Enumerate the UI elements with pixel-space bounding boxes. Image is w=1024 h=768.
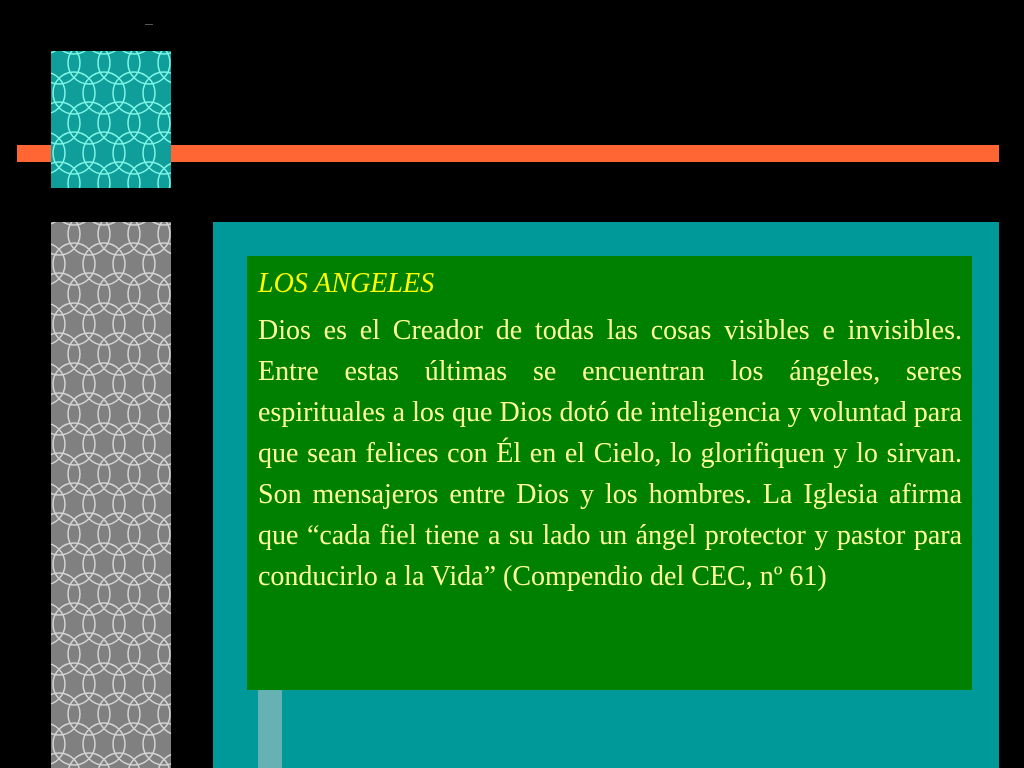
pattern-circle (143, 363, 171, 405)
pattern-circle (51, 753, 80, 768)
pattern-circle (51, 693, 80, 735)
pattern-circle (68, 162, 110, 188)
pattern-circle (128, 162, 170, 188)
pattern-circle (143, 603, 171, 645)
pattern-circle (158, 393, 171, 435)
pattern-circle (143, 483, 171, 525)
pattern-circle (143, 723, 171, 765)
pattern-circle (158, 273, 171, 315)
pattern-circle (83, 222, 125, 225)
pattern-circle (51, 513, 80, 555)
pattern-circle (51, 273, 80, 315)
pattern-circle (51, 333, 80, 375)
pattern-circle (51, 573, 80, 615)
pattern-circle (51, 633, 80, 675)
slide-title: LOS ANGELES (258, 268, 435, 299)
text-box (247, 256, 972, 690)
pattern-circle (143, 423, 171, 465)
pattern-circle (143, 663, 171, 705)
pattern-circle (158, 513, 171, 555)
pattern-circle (98, 162, 140, 188)
pattern-circle (53, 222, 95, 225)
pattern-circle (51, 393, 80, 435)
pattern-circle (51, 453, 80, 495)
pattern-circle (143, 543, 171, 585)
panel-strip (258, 690, 282, 768)
pattern-circle (158, 453, 171, 495)
pattern-circle (51, 102, 80, 144)
pattern-circle (53, 51, 95, 54)
pattern-circle (158, 573, 171, 615)
pattern-circle (83, 51, 125, 54)
pattern-circle (113, 51, 155, 54)
accent-bar (17, 145, 999, 162)
pattern-circle (158, 333, 171, 375)
pattern-circle (143, 303, 171, 345)
slide-body: Dios es el Creador de todas las cosas visibles e invisibles. Entre estas últimas se encuentran los ángeles, seres espirituales a los que Dios dotó de inteligencia y voluntad para que sean felices con Él en el Cielo, lo glorifiquen y lo sirvan. Son mensajeros entre Dios y los hombres. La Iglesia afirma que “cada fiel tiene a su lado un ángel protector y pastor para conducirlo a la Vida” (Compendio del CEC, nº 61) (258, 315, 962, 592)
pattern-circle (143, 72, 171, 114)
pattern-circle (113, 222, 155, 225)
pattern-circle (158, 633, 171, 675)
circle-pattern-icon (51, 51, 171, 188)
pattern-circle (158, 693, 171, 735)
side-pattern-tile (51, 222, 171, 768)
pattern-circle (158, 102, 171, 144)
pattern-circle (143, 243, 171, 285)
top-pattern-tile (51, 51, 171, 188)
circle-pattern-icon (51, 222, 171, 768)
corner-mark (145, 24, 153, 25)
